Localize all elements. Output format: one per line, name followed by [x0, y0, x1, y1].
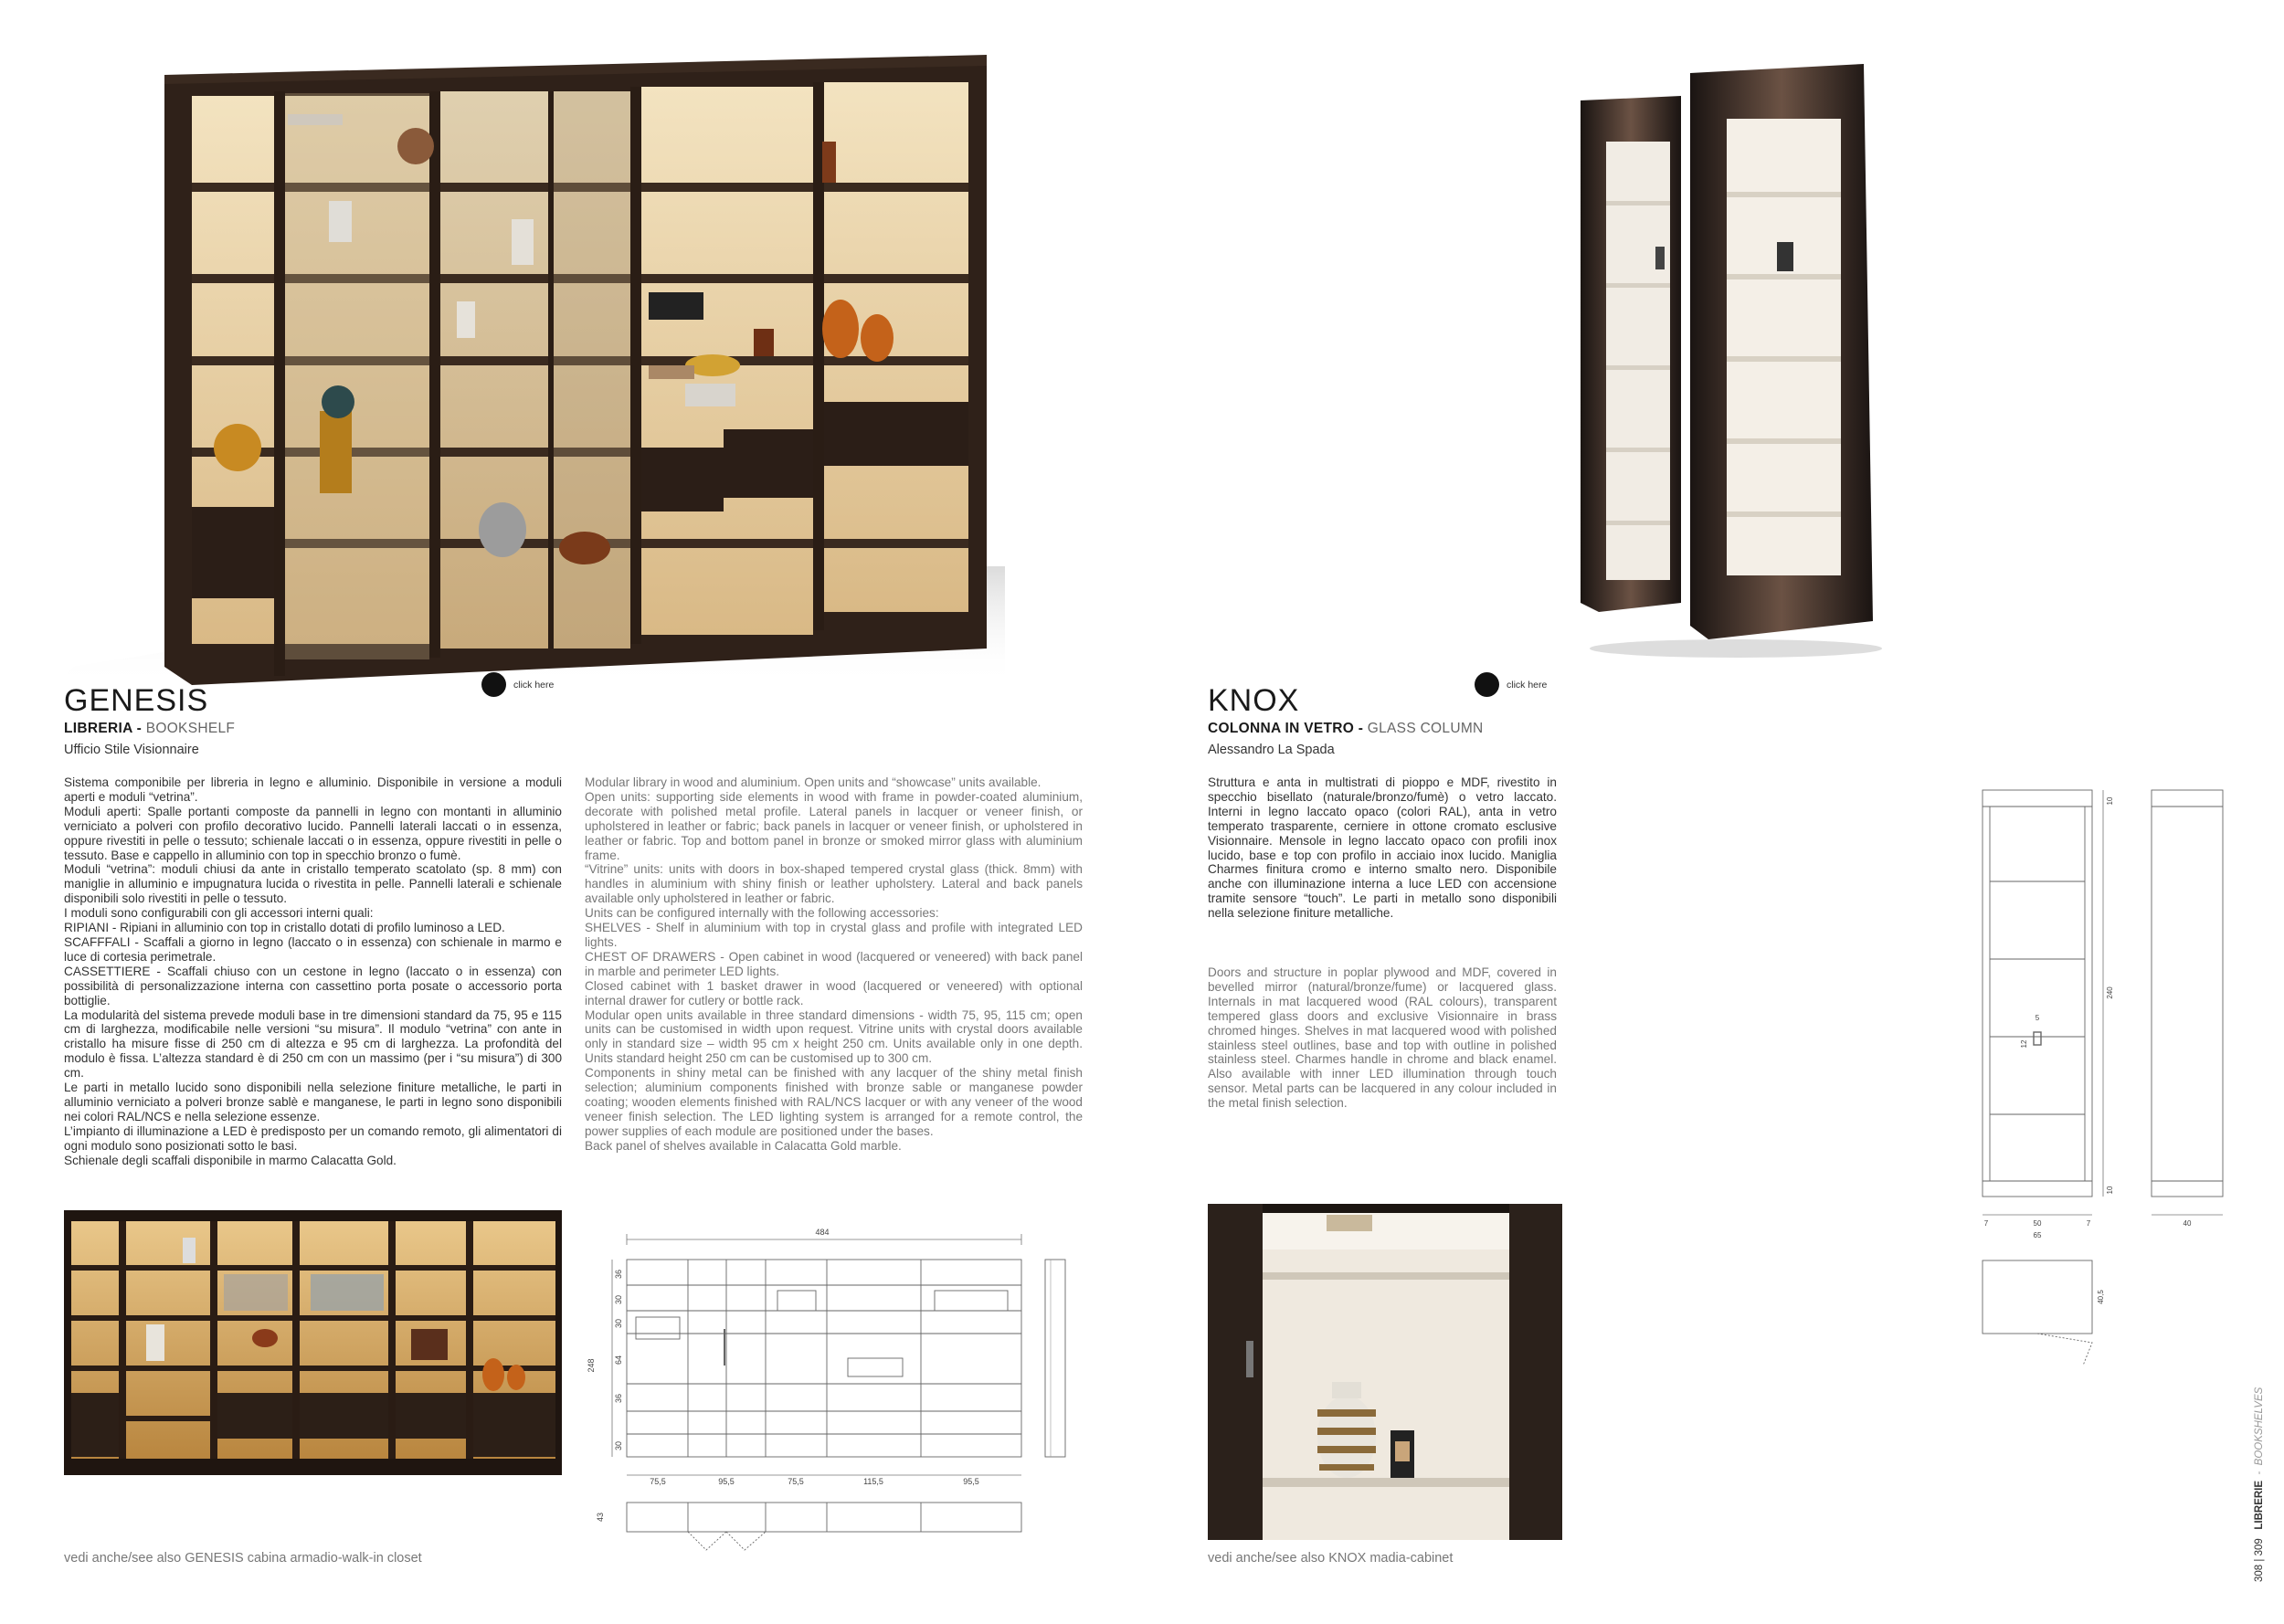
- knox-main-photo: [1571, 55, 1882, 658]
- knox-dim-bottom: 10: [2106, 1186, 2114, 1195]
- genesis-it-p4: RIPIANI - Ripiani in alluminio con top in cristallo dotati di profilo luminoso a LED.: [64, 921, 505, 935]
- click-dot-icon: [1475, 672, 1499, 697]
- click-here-label: click here: [1507, 679, 1548, 691]
- knox-dim-plan-depth: 40,5: [2097, 1290, 2105, 1304]
- knox-category-it: COLONNA IN VETRO -: [1208, 721, 1364, 736]
- genesis-module-dim: 95,5: [718, 1477, 735, 1486]
- genesis-dim-height: 248: [587, 1358, 596, 1373]
- knox-text-en: Doors and structure in poplar plywood and MDF, covered in bevelled mirror (natural/bronze/fume) or lacquered glass. Internals in mat lacquered wood (RAL colours), transparent tempered glass doors and exclusive Visionnaire in brass chromed hinges. Shelves in mat lacquered wood with polished stainless steel outlines, base and top with outline in polished stainless steel. Charmes handle in chrome and black enamel. Also available with inner LED illumination through touch sensor. Metal parts can be lacquered in any colour included in the metal finish selection.: [1208, 965, 1557, 1111]
- genesis-row-dim: 30: [614, 1294, 623, 1305]
- genesis-en-p3: Units can be configured internally with the following accessories:: [585, 906, 939, 921]
- genesis-module-dim: 115,5: [863, 1477, 883, 1486]
- page-sidebar-label: 308 | 309 LIBRERIE - BOOKSHELVES: [2254, 1387, 2265, 1582]
- knox-dim-handle-a: 5: [2035, 1014, 2040, 1022]
- knox-category-en: GLASS COLUMN: [1367, 721, 1484, 736]
- section-it: LIBRERIE: [2254, 1480, 2265, 1530]
- knox-title: KNOX: [1208, 683, 1300, 718]
- genesis-en-p2: “Vitrine” units: units with doors in box-shaped tempered crystal glass (thick. 8mm) with handles in aluminium with shiny finish or leather upholstery. Lateral and back panels available only upholstered in leather or fabric.: [585, 862, 1083, 906]
- knox-dim-top: 10: [2106, 796, 2114, 806]
- genesis-it-p7: La modularità del sistema prevede moduli base in tre dimensioni standard da 75, 95 e 115 cm di larghezza, modificabile nelle versioni “su misura”. Il modulo “vetrina” con ante in cristallo ha misure fisse di 250 cm di altezza e 95 cm di larghezza. La profondità del modulo è fissa. L’altezza standard è di 250 cm con un massimo (per i “su misura”) di 300 cm.: [64, 1007, 562, 1081]
- genesis-en-p1: Open units: supporting side elements in wood with frame in powder-coated aluminium, decorate with polished metal profile. Lateral panels in lacquer or veneer finish, or upholstered in leather or fabric; back panels in lacquer or veneer finish, or upholstered in leather or fabric. Top and bottom panel in bronze or smoked mirror glass with aluminium frame.: [585, 789, 1083, 862]
- genesis-it-p2: Moduli “vetrina”: moduli chiusi da ante in cristallo temperato scatolato (sp. 8 mm) con maniglie in alluminio e impugnatura lucida o rivestita in pelle. Pannelli laterali e schienale disponibili solo rivestiti in pelle o tessuto.: [64, 862, 562, 906]
- genesis-dim-total-width: 484: [815, 1228, 830, 1237]
- genesis-technical-drawing: [574, 1219, 1094, 1566]
- page-numbers: 308 | 309: [2254, 1538, 2265, 1582]
- knox-see-also[interactable]: vedi anche/see also KNOX madia-cabinet: [1208, 1551, 1454, 1566]
- genesis-row-dim: 64: [614, 1355, 623, 1366]
- genesis-row-dim: 30: [614, 1440, 623, 1451]
- knox-dim-inner: 50: [2033, 1219, 2042, 1228]
- genesis-designer: Ufficio Stile Visionnaire: [64, 743, 199, 757]
- genesis-en-p7: Modular open units available in three standard dimensions - width 75, 95, 115 cm; open units can be customised in width upon request. Vitrine units with crystal doors available only in standard size – width 95 cm x height 250 cm. Units available only in one depth. Units standard height 250 cm can be customised up to 300 cm.: [585, 1007, 1083, 1066]
- knox-click-here-link[interactable]: [1475, 672, 1547, 697]
- genesis-it-p6: CASSETTIERE - Scaffali chiuso con un cestone in legno (laccato o in essenza) con possibilità di personalizzazione interna con cassettino porta posate o accessorio porta bottiglie.: [64, 964, 562, 1007]
- genesis-row-dims: [614, 1270, 623, 1450]
- genesis-it-p0: Sistema componibile per libreria in legno e alluminio. Disponibile in versione a moduli aperti e moduli “vetrina”.: [64, 775, 562, 804]
- genesis-category-en: BOOKSHELF: [145, 721, 236, 736]
- knox-dim-height: 240: [2106, 986, 2114, 999]
- genesis-row-dim: 30: [614, 1318, 623, 1329]
- knox-dim-total: 65: [2033, 1231, 2042, 1239]
- genesis-module-dim: 75,5: [788, 1477, 804, 1486]
- section-en: BOOKSHELVES: [2254, 1387, 2265, 1466]
- genesis-click-here-link[interactable]: [481, 672, 554, 697]
- genesis-row-dim: 36: [614, 1393, 623, 1404]
- click-here-label: click here: [513, 679, 555, 691]
- genesis-see-also[interactable]: vedi anche/see also GENESIS cabina armadio-walk-in closet: [64, 1551, 422, 1566]
- genesis-en-p0: Modular library in wood and aluminium. Open units and “showcase” units available.: [585, 775, 1042, 789]
- genesis-text-it: [64, 775, 562, 1167]
- genesis-module-dim: 75,5: [650, 1477, 666, 1486]
- genesis-en-p4: SHELVES - Shelf in aluminium with top in crystal glass and profile with integrated LED lights.: [585, 921, 1083, 949]
- genesis-en-p5: CHEST OF DRAWERS - Open cabinet in wood (lacquered or veneered) with back panel in marble and perimeter LED lights.: [585, 949, 1083, 978]
- genesis-it-p8: Le parti in metallo lucido sono disponibili nella selezione finiture metalliche, le parti in alluminio verniciato a polveri bronze sablè e manganese, le parti in legno sono disponibili nei colori RAL/NCS e nella selezione essenze.: [64, 1081, 562, 1123]
- click-dot-icon: [481, 672, 506, 697]
- genesis-it-p5: SCAFFFALI - Scaffali a giorno in legno (laccato o in essenza) con schienale in marmo e luce di cortesia perimetrale.: [64, 934, 562, 964]
- knox-designer: Alessandro La Spada: [1208, 743, 1335, 757]
- genesis-secondary-photo: [64, 1210, 562, 1475]
- genesis-category: [64, 721, 235, 737]
- knox-category: [1208, 721, 1484, 737]
- genesis-en-p8: Components in shiny metal can be finished with any lacquer of the shiny metal finish selection; aluminium components finished with bronze sable or manganese powder coating; wooden elements finished with RAL/NCS lacquer or with any veneer of the wood veneer finish selection. The LED lighting system is arranged for a remote control, the power supplies of each module are positioned under the bases.: [585, 1066, 1083, 1138]
- genesis-main-photo: [55, 55, 1005, 685]
- knox-secondary-photo: [1208, 1204, 1562, 1540]
- knox-text-it: Struttura e anta in multistrati di pioppo e MDF, rivestito in specchio bisellato (naturale/bronzo/fumè) o vetro laccato. Interni in legno laccato opaco (colori RAL), anta in vetro temperato trasparente, cerniere in ottone cromato esclusive Visionnaire. Mensole in legno laccato opaco con profili inox lucido, base e top con profilo in acciaio inox lucido. Maniglia Charmes finitura cromo e interno smalto nero. Disponibile anche con illuminazione interna a luce LED con accensione tramite sensore “touch”. Le parti in metallo sono disponibili nella selezione finiture metalliche.: [1208, 775, 1557, 921]
- genesis-title: GENESIS: [64, 683, 209, 718]
- genesis-row-dim: 36: [614, 1269, 623, 1280]
- knox-dim-depth: 40: [2183, 1219, 2192, 1228]
- knox-technical-drawing: [1964, 781, 2238, 1366]
- knox-dim-side-right: 7: [2086, 1219, 2091, 1228]
- genesis-it-p10: Schienale degli scaffali disponibile in marmo Calacatta Gold.: [64, 1153, 397, 1167]
- knox-dim-handle-b: 12: [2020, 1039, 2028, 1049]
- knox-dim-side-left: 7: [1983, 1219, 1989, 1228]
- genesis-it-p3: I moduli sono configurabili con gli accessori interni quali:: [64, 906, 374, 921]
- genesis-dim-depth: 43: [596, 1512, 605, 1523]
- genesis-module-dims: [650, 1477, 979, 1486]
- genesis-en-p9: Back panel of shelves available in Calacatta Gold marble.: [585, 1138, 902, 1153]
- genesis-category-it: LIBRERIA -: [64, 721, 143, 736]
- genesis-en-p6: Closed cabinet with 1 basket drawer in wood (lacquered or veneered) with optional internal drawer for cutlery or bottle rack.: [585, 978, 1083, 1007]
- genesis-text-en: [585, 775, 1083, 1154]
- genesis-it-p1: Moduli aperti: Spalle portanti composte da pannelli in legno con montanti in alluminio verniciato a polveri con profilo decorativo lucido. Pannelli laterali laccati o in essenza, oppure rivestiti in pelle o tessuto; schienale laccati o in essenza, oppure rivestiti in pelle o tessuto. Base e cappello in alluminio con top in specchio bronzo o fumè.: [64, 804, 562, 862]
- genesis-it-p9: L’impianto di illuminazione a LED è predisposto per un comando remoto, gli alimentatori di ogni modulo sono posizionati sotto le basi.: [64, 1123, 562, 1153]
- genesis-module-dim: 95,5: [963, 1477, 979, 1486]
